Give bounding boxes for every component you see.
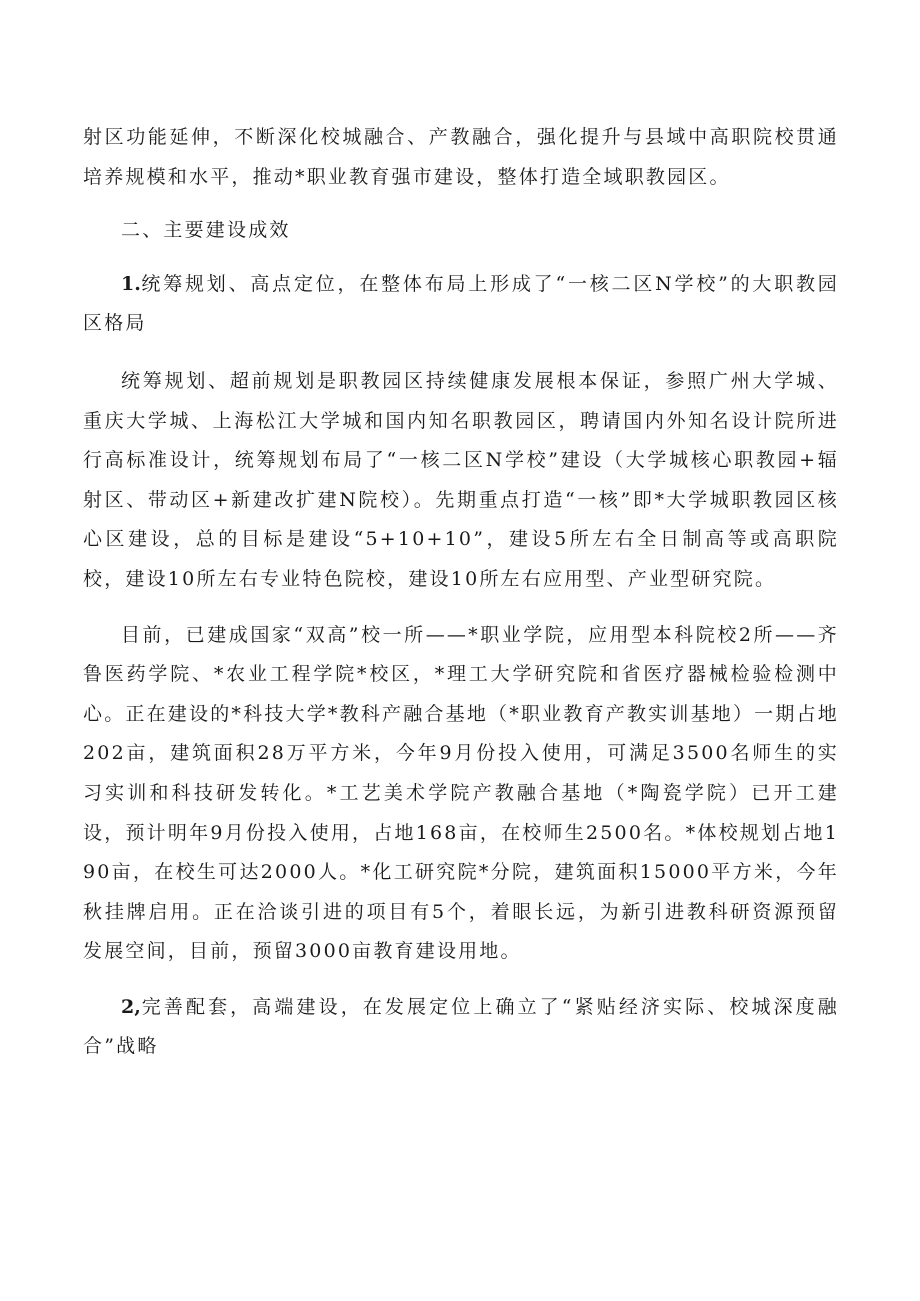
section-heading: 二、主要建设成效 <box>121 219 291 242</box>
subheading-2-text: 完善配套，高端建设，在发展定位上确立了“紧贴经济实际、校城深度融合”战略 <box>83 995 839 1058</box>
paragraph-progress: 目前，已建成国家“双高”校一所——*职业学院，应用型本科院校2所——齐鲁医药学院、*农业工程学院*校区，*理工大学研究院和省医疗器械检验检测中心。正在建设的*科技大学*教科产融合基地（*职业教育产教实训基地）一期占地202亩，建筑面积28万平方米，今年9月份投入使用，可满足3500名师生的实习实训和科技研发转化。*工艺美术学院产教融合基地（*陶瓷学院）已开工建设，预计明年9月份投入使用，占地168亩，在校师生2500名。*体校规划占地190亩，在校生可达2000人。*化工研究院*分院，建筑面积15000平方米，今年秋挂牌启用。正在洽谈引进的项目有5个，着眼长远，为新引进教科研资源预留发展空间，目前，预留3000亩教育建设用地。 <box>83 623 839 963</box>
subheading-1-number: 1. <box>121 272 141 295</box>
paragraph-continuation: 射区功能延伸，不断深化校城融合、产教融合，强化提升与县域中高职院校贯通培养规模和水平，推动*职业教育强市建设，整体打造全域职教园区。 <box>83 126 839 188</box>
subheading-1-text: 统筹规划、高点定位，在整体布局上形成了“一核二区N学校”的大职教园区格局 <box>83 272 839 335</box>
subheading-2 <box>83 988 839 1067</box>
document-page <box>83 118 839 1067</box>
paragraph-planning: 统筹规划、超前规划是职教园区持续健康发展根本保证，参照广州大学城、重庆大学城、上海松江大学城和国内知名职教园区，聘请国内外知名设计院所进行高标准设计，统筹规划布局了“一核二区N学校”建设（大学城核心职教园+辐射区、带动区+新建改扩建N院校）。先期重点打造“一核”即*大学城职教园区核心区建设，总的目标是建设“5+10+10”，建设5所左右全日制高等或高职院校，建设10所左右专业特色院校，建设10所左右应用型、产业型研究院。 <box>83 369 839 590</box>
subheading-2-number: 2, <box>121 995 141 1018</box>
subheading-1 <box>83 265 839 344</box>
